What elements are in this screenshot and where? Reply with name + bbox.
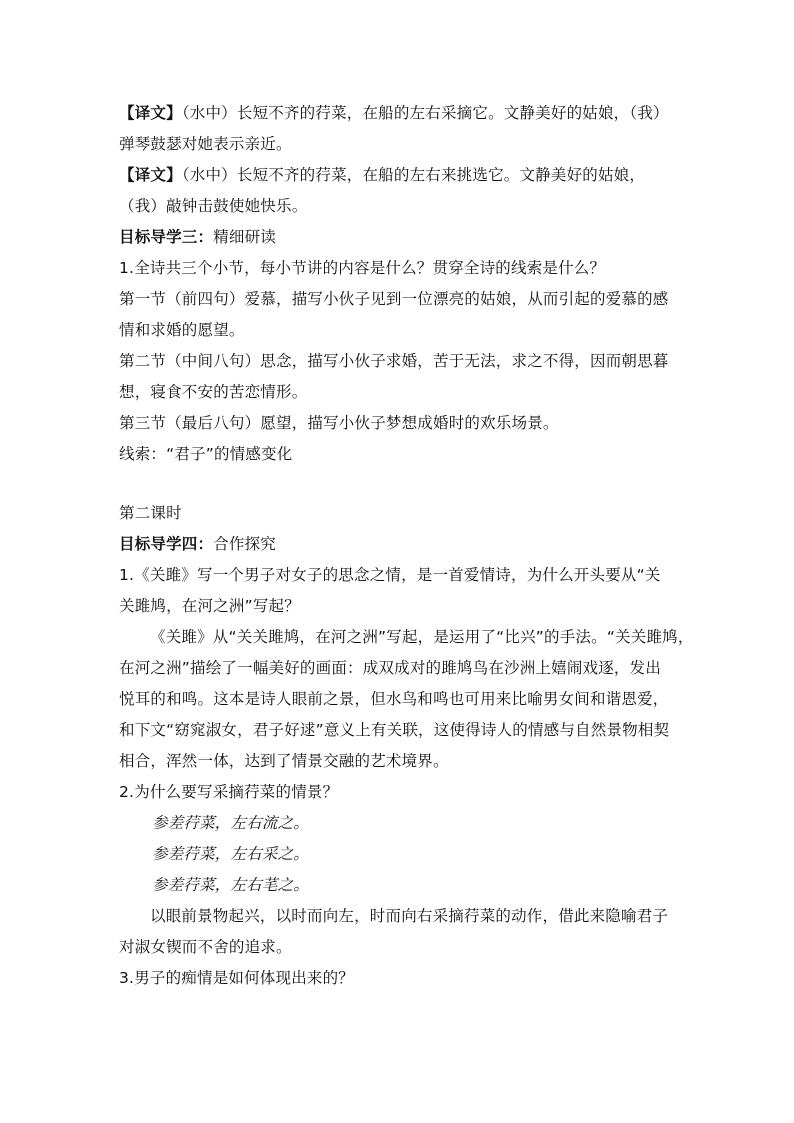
discussion-answer-2-line-2: 对淑女锲而不舍的追求。: [119, 938, 292, 956]
section-heading-title: 精细研读: [213, 228, 277, 246]
question-1: 1.全诗共三个小节，每小节讲的内容是什么？贯穿全诗的线索是什么？: [119, 259, 606, 277]
poem-line-1: 参差荇菜，左右流之。: [152, 814, 310, 832]
translation-paragraph-1-line-1: [119, 98, 679, 129]
answer-clue: 线索：“君子”的情感变化: [119, 445, 293, 463]
discussion-question-2: 2.为什么要写采摘荇菜的情景？: [119, 783, 339, 801]
translation-paragraph-1-line-2: 弹琴鼓瑟对她表示亲近。: [119, 135, 292, 153]
section-heading-title: 合作探究: [213, 535, 277, 553]
poem-line-2: 参差荇菜，左右采之。: [152, 845, 310, 863]
text-run: （水中）长短不齐的荇菜，在船的左右来挑选它。文静美好的姑娘，: [181, 166, 646, 184]
answer-section-1-line-1: 第一节（前四句）爱慕，描写小伙子见到一位漂亮的姑娘，从而引起的爱慕的感: [119, 290, 669, 308]
poem-line-3: 参差荇菜，左右芼之。: [152, 876, 310, 894]
discussion-answer-1-line-1: 《关雎》从“关关雎鸠，在河之洲”写起，是运用了“比兴”的手法。“关关雎鸠，: [150, 628, 694, 646]
translation-paragraph-2-line-1: [119, 160, 679, 191]
discussion-answer-1-line-3: 悦耳的和鸣。这本是诗人眼前之景，但水鸟和鸣也可用来比喻男女间和谐恩爱，: [119, 690, 669, 708]
lesson-heading: 第二课时: [119, 504, 182, 522]
discussion-answer-1-line-2: 在河之洲”描绘了一幅美好的画面：成双成对的雎鸠鸟在沙洲上嬉闹戏逐，发出: [119, 659, 662, 677]
section-heading-4: [119, 529, 679, 560]
answer-section-3: 第三节（最后八句）愿望，描写小伙子梦想成婚时的欢乐场景。: [119, 414, 559, 432]
discussion-question-1-line-2: 关雎鸠，在河之洲”写起？: [119, 597, 300, 615]
document-body: [119, 98, 694, 994]
translation-label: 【译文】: [119, 166, 182, 184]
answer-section-2-line-1: 第二节（中间八句）思念，描写小伙子求婚，苦于无法，求之不得，因而朝思暮: [119, 352, 669, 370]
discussion-answer-1-line-4: 和下文“窈窕淑女，君子好逑”意义上有关联，这使得诗人的情感与自然景物相契: [119, 721, 670, 739]
discussion-answer-2-line-1: 以眼前景物起兴，以时而向左，时而向右采摘荇菜的动作，借此来隐喻君子: [150, 907, 669, 925]
answer-section-1-line-2: 情和求婚的愿望。: [119, 321, 245, 339]
paragraph-gap: [119, 470, 679, 498]
section-heading-label: 目标导学四：: [119, 535, 214, 553]
section-heading-label: 目标导学三：: [119, 228, 214, 246]
section-heading-3: [119, 222, 679, 253]
answer-section-2-line-2: 想，寝食不安的苦恋情形。: [119, 383, 308, 401]
translation-paragraph-2-line-2: （我）敲钟击鼓使她快乐。: [119, 197, 308, 215]
discussion-answer-1-line-5: 相合，浑然一体，达到了情景交融的艺术境界。: [119, 752, 449, 770]
discussion-question-1-line-1: 1.《关雎》写一个男子对女子的思念之情，是一首爱情诗，为什么开头要从“关: [119, 566, 661, 584]
translation-label: 【译文】: [119, 104, 182, 122]
text-run: （水中）长短不齐的荇菜，在船的左右采摘它。文静美好的姑娘，（我）: [181, 104, 669, 122]
discussion-question-3: 3.男子的痴情是如何体现出来的？: [119, 969, 354, 987]
